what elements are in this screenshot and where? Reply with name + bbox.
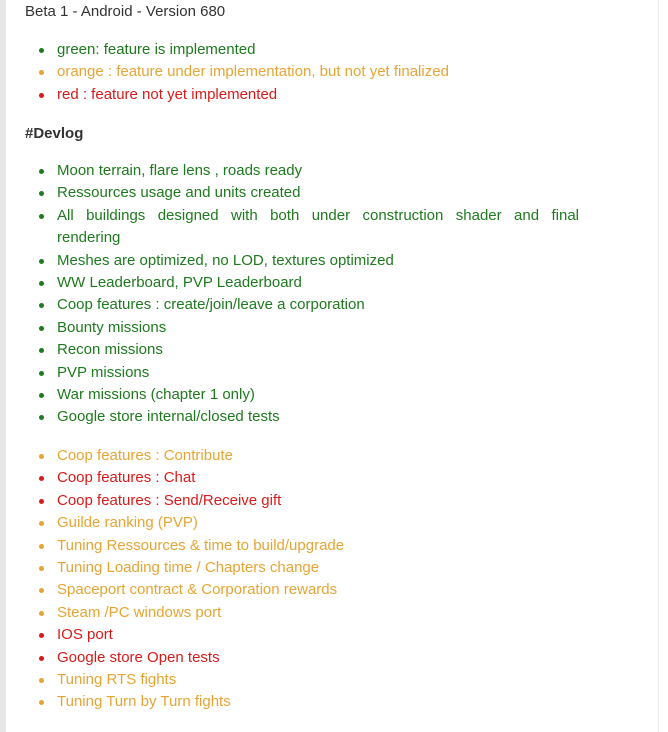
list-item-text: Coop features : Send/Receive gift	[57, 491, 282, 509]
bullet-dot-icon	[39, 656, 44, 661]
bullet-dot-icon	[39, 214, 44, 219]
list-item-text: Coop features : Contribute	[57, 447, 233, 464]
list-item	[25, 535, 579, 557]
list-item-text: Tuning Loading time / Chapters change	[57, 559, 320, 577]
bullet-dot-icon	[39, 454, 44, 459]
list-item-text: War missions (chapter 1 only)	[57, 386, 255, 404]
list-item	[25, 624, 579, 646]
list-item-text: PVP missions	[57, 363, 150, 381]
legend-item-text: red : feature not yet implemented	[57, 85, 278, 103]
left-border-bar	[0, 0, 6, 732]
list-item-text: Google store internal/closed tests	[57, 408, 280, 426]
bullet-dot-icon	[39, 303, 44, 308]
list-item-text-continued: rendering	[57, 229, 121, 247]
right-border-line	[658, 0, 659, 732]
list-item	[25, 467, 579, 489]
list-item	[25, 647, 579, 669]
list-item	[25, 691, 579, 713]
list-item-text: Recon missions	[57, 341, 163, 359]
list-item	[25, 490, 579, 512]
list-item	[25, 384, 579, 406]
bullet-dot-icon	[39, 415, 44, 420]
bullet-dot-icon	[39, 281, 44, 286]
list-item-text: Coop features : create/join/leave a corporation	[57, 296, 365, 314]
bullet-dot-icon	[39, 566, 44, 571]
legend-item-text: orange : feature under implementation, but not yet finalized	[57, 63, 449, 81]
list-item	[25, 406, 579, 428]
list-item	[25, 445, 579, 467]
bullet-dot-icon	[39, 169, 44, 174]
bullet-dot-icon	[39, 93, 44, 98]
list-item	[25, 602, 579, 624]
list-item	[25, 294, 579, 316]
bullet-dot-icon	[39, 588, 44, 593]
bullet-dot-icon	[39, 476, 44, 481]
done-features-list	[25, 160, 579, 429]
bullet-dot-icon	[39, 678, 44, 683]
list-item-text: Bounty missions	[57, 318, 167, 336]
list-item	[25, 317, 579, 339]
bullet-dot-icon	[39, 499, 44, 504]
list-item-text: Google store Open tests	[57, 648, 220, 666]
list-item-text: Meshes are optimized, no LOD, textures optimized	[57, 251, 394, 269]
list-item	[25, 250, 579, 272]
legend-list	[25, 39, 579, 106]
list-item	[25, 205, 579, 250]
list-item-text: Guilde ranking (PVP)	[57, 514, 198, 532]
list-item-text: Moon terrain, flare lens , roads ready	[57, 162, 303, 179]
list-item-text: Ressources usage and units created	[57, 184, 301, 202]
list-item	[25, 182, 579, 204]
list-item-text: All buildings designed with both under construction shader and final	[57, 206, 579, 224]
list-item-text: Tuning RTS fights	[57, 671, 177, 689]
list-item	[25, 339, 579, 361]
bullet-dot-icon	[39, 348, 44, 353]
list-item	[25, 362, 579, 384]
list-item-text: Tuning Turn by Turn fights	[57, 693, 231, 711]
list-item-text: Steam /PC windows port	[57, 603, 222, 621]
bullet-dot-icon	[39, 700, 44, 705]
list-item	[25, 669, 579, 691]
bullet-dot-icon	[39, 259, 44, 264]
list-item-text: Coop features : Chat	[57, 469, 196, 487]
list-item-text: WW Leaderboard, PVP Leaderboard	[57, 274, 302, 292]
bullet-dot-icon	[39, 191, 44, 196]
bullet-dot-icon	[39, 521, 44, 526]
bullet-dot-icon	[39, 371, 44, 376]
legend-item	[25, 84, 579, 106]
list-item-text: Tuning Ressources & time to build/upgrade	[57, 536, 345, 554]
pending-features-list	[25, 445, 579, 714]
legend-item	[25, 61, 579, 83]
legend-item	[25, 39, 579, 61]
bullet-dot-icon	[39, 70, 44, 75]
bullet-dot-icon	[39, 544, 44, 549]
list-item	[25, 512, 579, 534]
bullet-dot-icon	[39, 326, 44, 331]
list-item	[25, 579, 579, 601]
bullet-dot-icon	[39, 633, 44, 638]
list-item	[25, 160, 579, 182]
bullet-dot-icon	[39, 393, 44, 398]
post-title: Beta 1 - Android - Version 680	[25, 3, 226, 20]
bullet-dot-icon	[39, 48, 44, 53]
bullet-dot-icon	[39, 611, 44, 616]
list-item	[25, 272, 579, 294]
devlog-heading: #Devlog	[25, 125, 84, 142]
list-item-text: Spaceport contract & Corporation rewards	[57, 581, 338, 599]
list-item-text: IOS port	[57, 626, 113, 644]
list-item	[25, 557, 579, 579]
legend-item-text: green: feature is implemented	[57, 41, 256, 58]
